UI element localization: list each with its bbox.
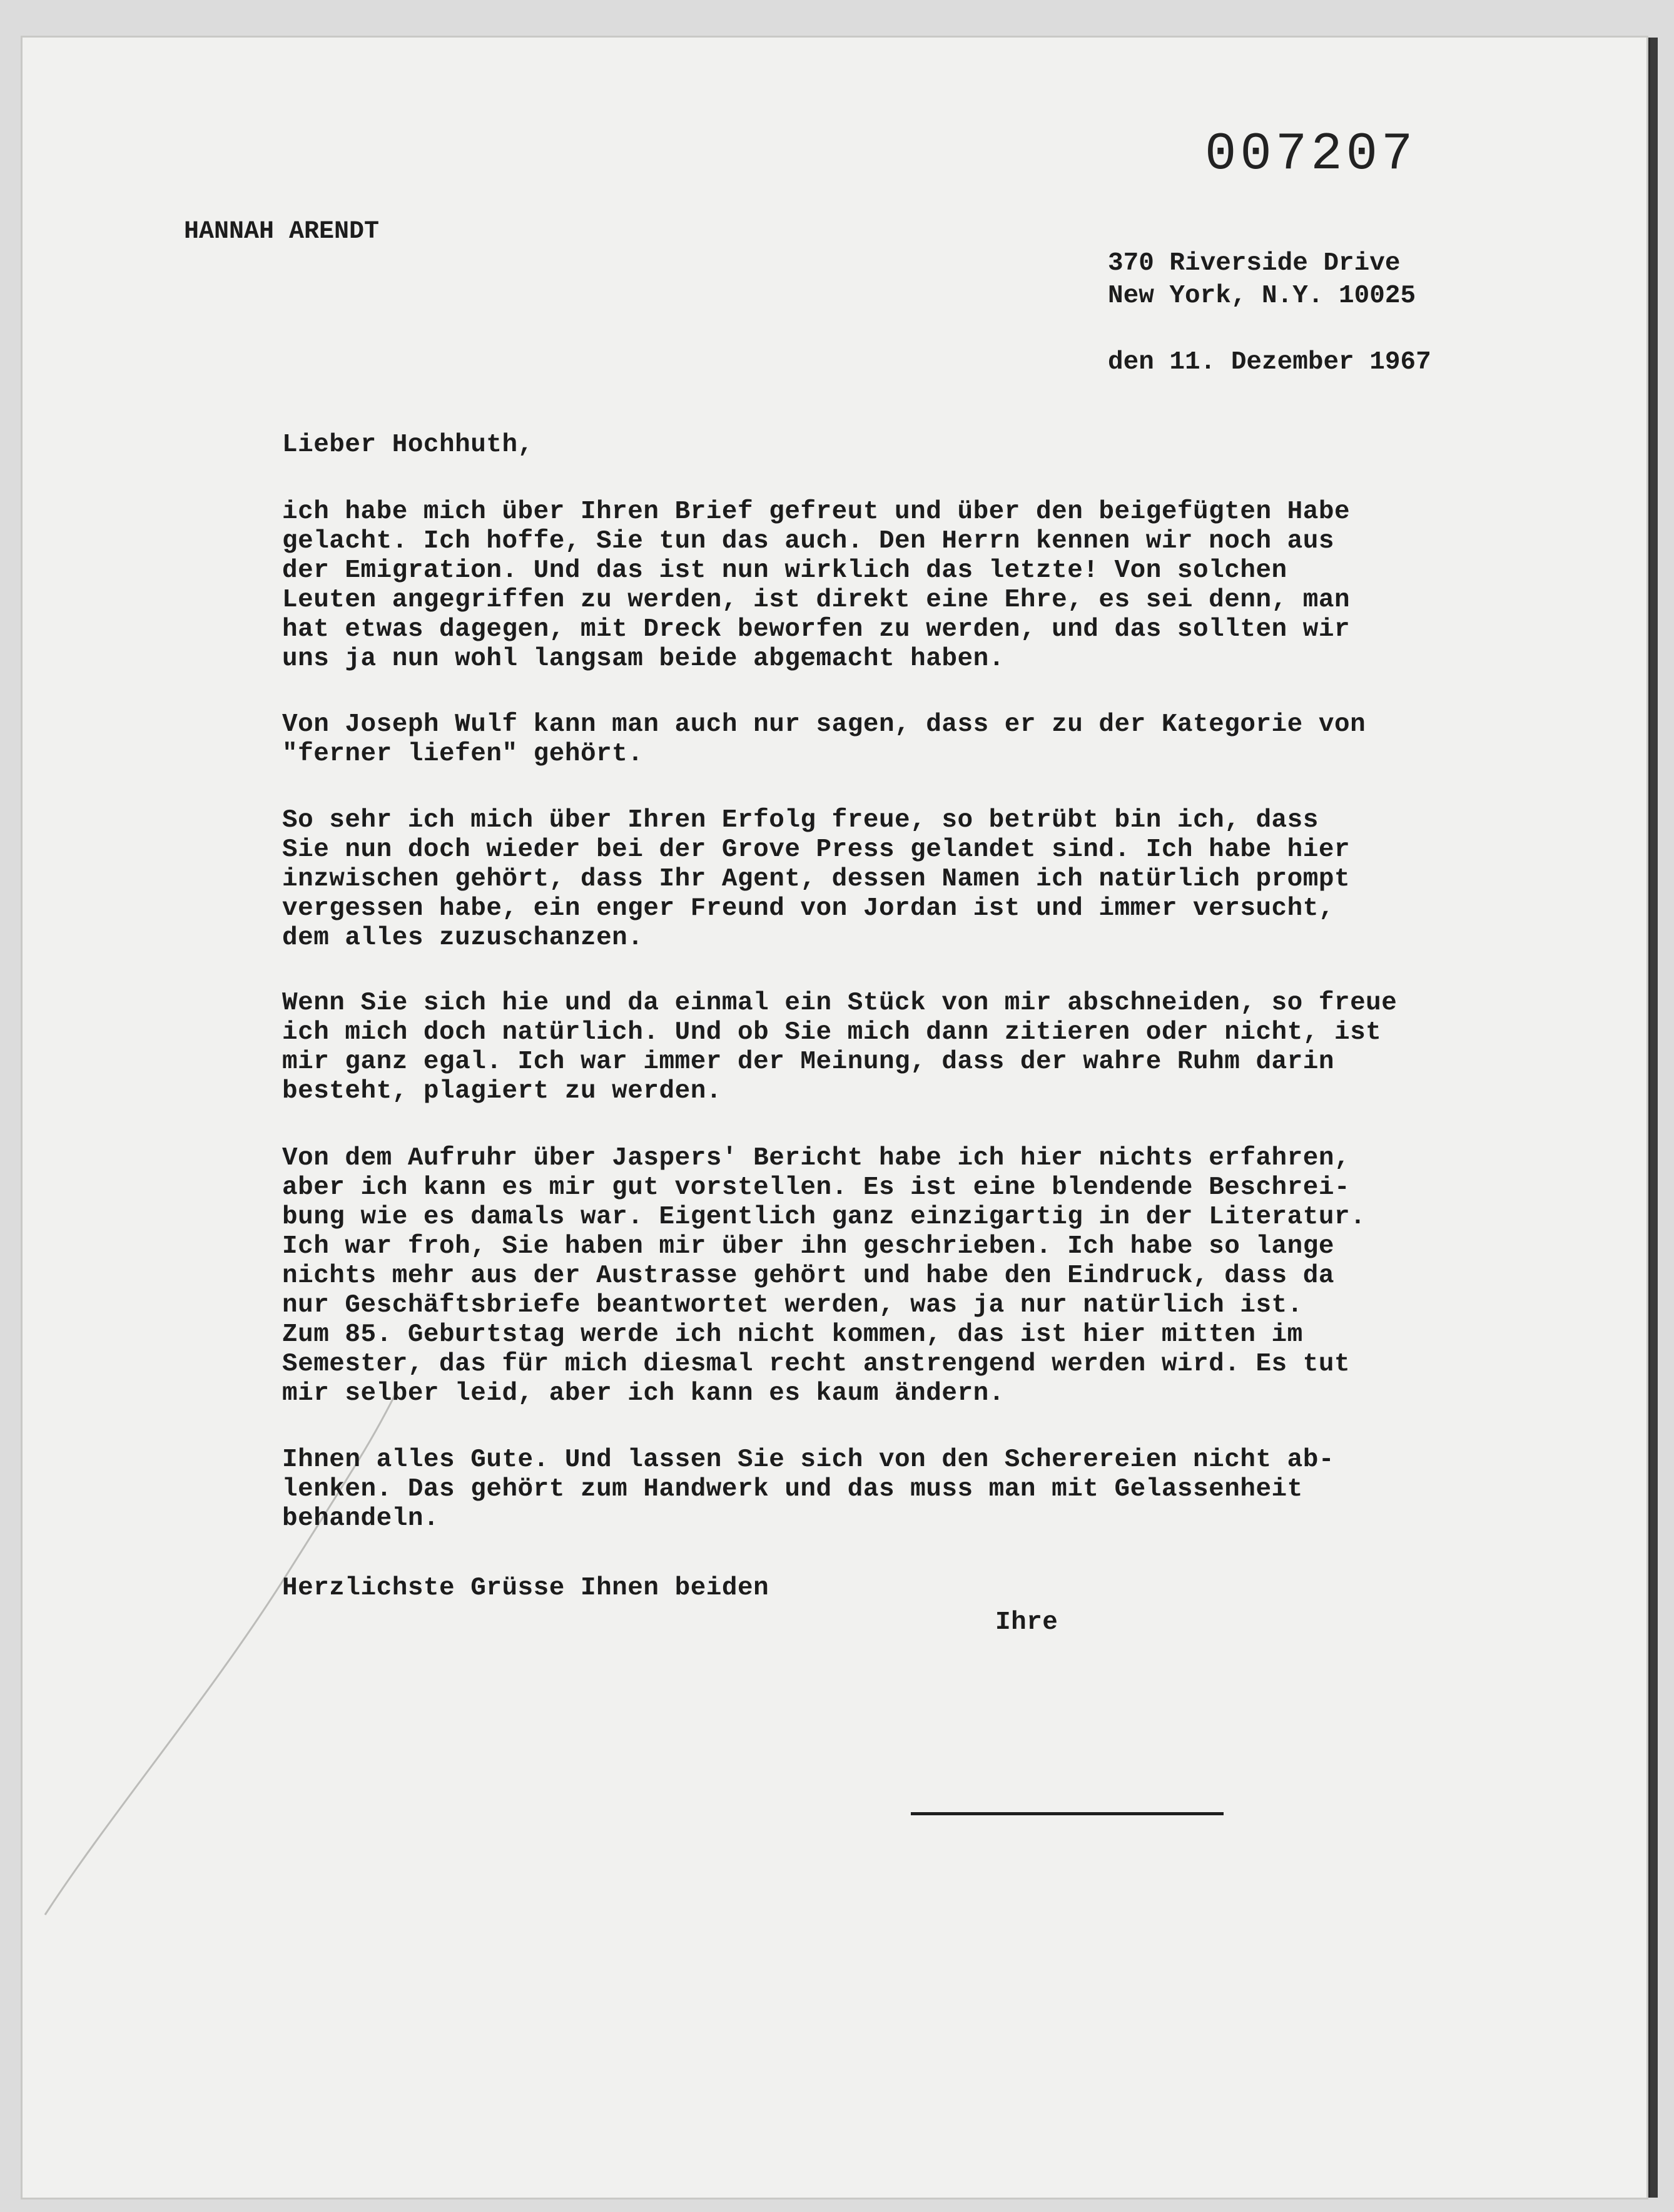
paragraph-line: Ihnen alles Gute. Und lassen Sie sich von den Scherereien nicht ab- (282, 1445, 1334, 1474)
paragraph-line: bung wie es damals war. Eigentlich ganz einzigartig in der Literatur. (282, 1203, 1366, 1231)
paragraph-line: lenken. Das gehört zum Handwerk und das muss man mit Gelassenheit (282, 1475, 1303, 1504)
paragraph-line: behandeln. (282, 1504, 440, 1533)
paragraph-line: So sehr ich mich über Ihren Erfolg freue, so betrübt bin ich, dass (282, 806, 1319, 835)
salutation: Lieber Hochhuth, (282, 431, 534, 459)
paragraph-line: dem alles zuzuschanzen. (282, 924, 644, 952)
address-street: 370 Riverside Drive (1108, 249, 1401, 278)
paragraph-line: Von Joseph Wulf kann man auch nur sagen, dass er zu der Kategorie von (282, 710, 1366, 739)
paragraph-line: der Emigration. Und das ist nun wirklich das letzte! Von solchen (282, 556, 1287, 585)
paragraph-line: besteht, plagiert zu werden. (282, 1077, 722, 1106)
paragraph-line: nichts mehr aus der Austrasse gehört und habe den Eindruck, dass da (282, 1261, 1334, 1290)
closing: Herzlichste Grüsse Ihnen beiden (282, 1574, 769, 1603)
paragraph-line: Semester, das für mich diesmal recht anstrengend werden wird. Es tut (282, 1350, 1351, 1379)
paragraph-line: Wenn Sie sich hie und da einmal ein Stück von mir abschneiden, so freue (282, 989, 1398, 1017)
document-number-stamp: 007207 (1205, 125, 1417, 185)
paragraph-line: nur Geschäftsbriefe beantwortet werden, was ja nur natürlich ist. (282, 1291, 1303, 1320)
paragraph-line: uns ja nun wohl langsam beide abgemacht haben. (282, 645, 1005, 673)
paragraph-line: gelacht. Ich hoffe, Sie tun das auch. Den Herrn kennen wir noch aus (282, 527, 1334, 556)
paragraph-line: hat etwas dagegen, mit Dreck beworfen zu werden, und das sollten wir (282, 615, 1351, 644)
closing-signoff: Ihre (995, 1608, 1058, 1637)
paragraph-line: Leuten angegriffen zu werden, ist direkt eine Ehre, es sei denn, man (282, 586, 1351, 614)
sender-name: HANNAH ARENDT (184, 218, 380, 246)
paragraph-line: ich mich doch natürlich. Und ob Sie mich dann zitieren oder nicht, ist (282, 1018, 1382, 1047)
paragraph-line: Sie nun doch wieder bei der Grove Press gelandet sind. Ich habe hier (282, 835, 1351, 864)
paragraph-line: Ich war froh, Sie haben mir über ihn geschrieben. Ich habe so lange (282, 1232, 1334, 1261)
paragraph-line: aber ich kann es mir gut vorstellen. Es ist eine blendende Beschrei- (282, 1173, 1351, 1202)
paragraph-line: Von dem Aufruhr über Jaspers' Bericht habe ich hier nichts erfahren, (282, 1144, 1351, 1173)
signature-line (911, 1812, 1224, 1815)
paragraph-line: mir selber leid, aber ich kann es kaum ändern. (282, 1379, 1005, 1408)
paragraph-line: mir ganz egal. Ich war immer der Meinung, dass der wahre Ruhm darin (282, 1047, 1334, 1076)
page-edge-shadow (1645, 38, 1658, 2198)
paragraph-line: Zum 85. Geburtstag werde ich nicht kommen, das ist hier mitten im (282, 1320, 1303, 1349)
address-city: New York, N.Y. 10025 (1108, 282, 1416, 310)
letter-date: den 11. Dezember 1967 (1108, 348, 1431, 377)
paragraph-line: vergessen habe, ein enger Freund von Jordan ist und immer versucht, (282, 894, 1334, 923)
paragraph-line: "ferner liefen" gehört. (282, 740, 644, 768)
letter-page (23, 38, 1646, 2198)
paragraph-line: inzwischen gehört, dass Ihr Agent, dessen Namen ich natürlich prompt (282, 865, 1351, 894)
paragraph-line: ich habe mich über Ihren Brief gefreut und über den beigefügten Habe (282, 497, 1351, 526)
